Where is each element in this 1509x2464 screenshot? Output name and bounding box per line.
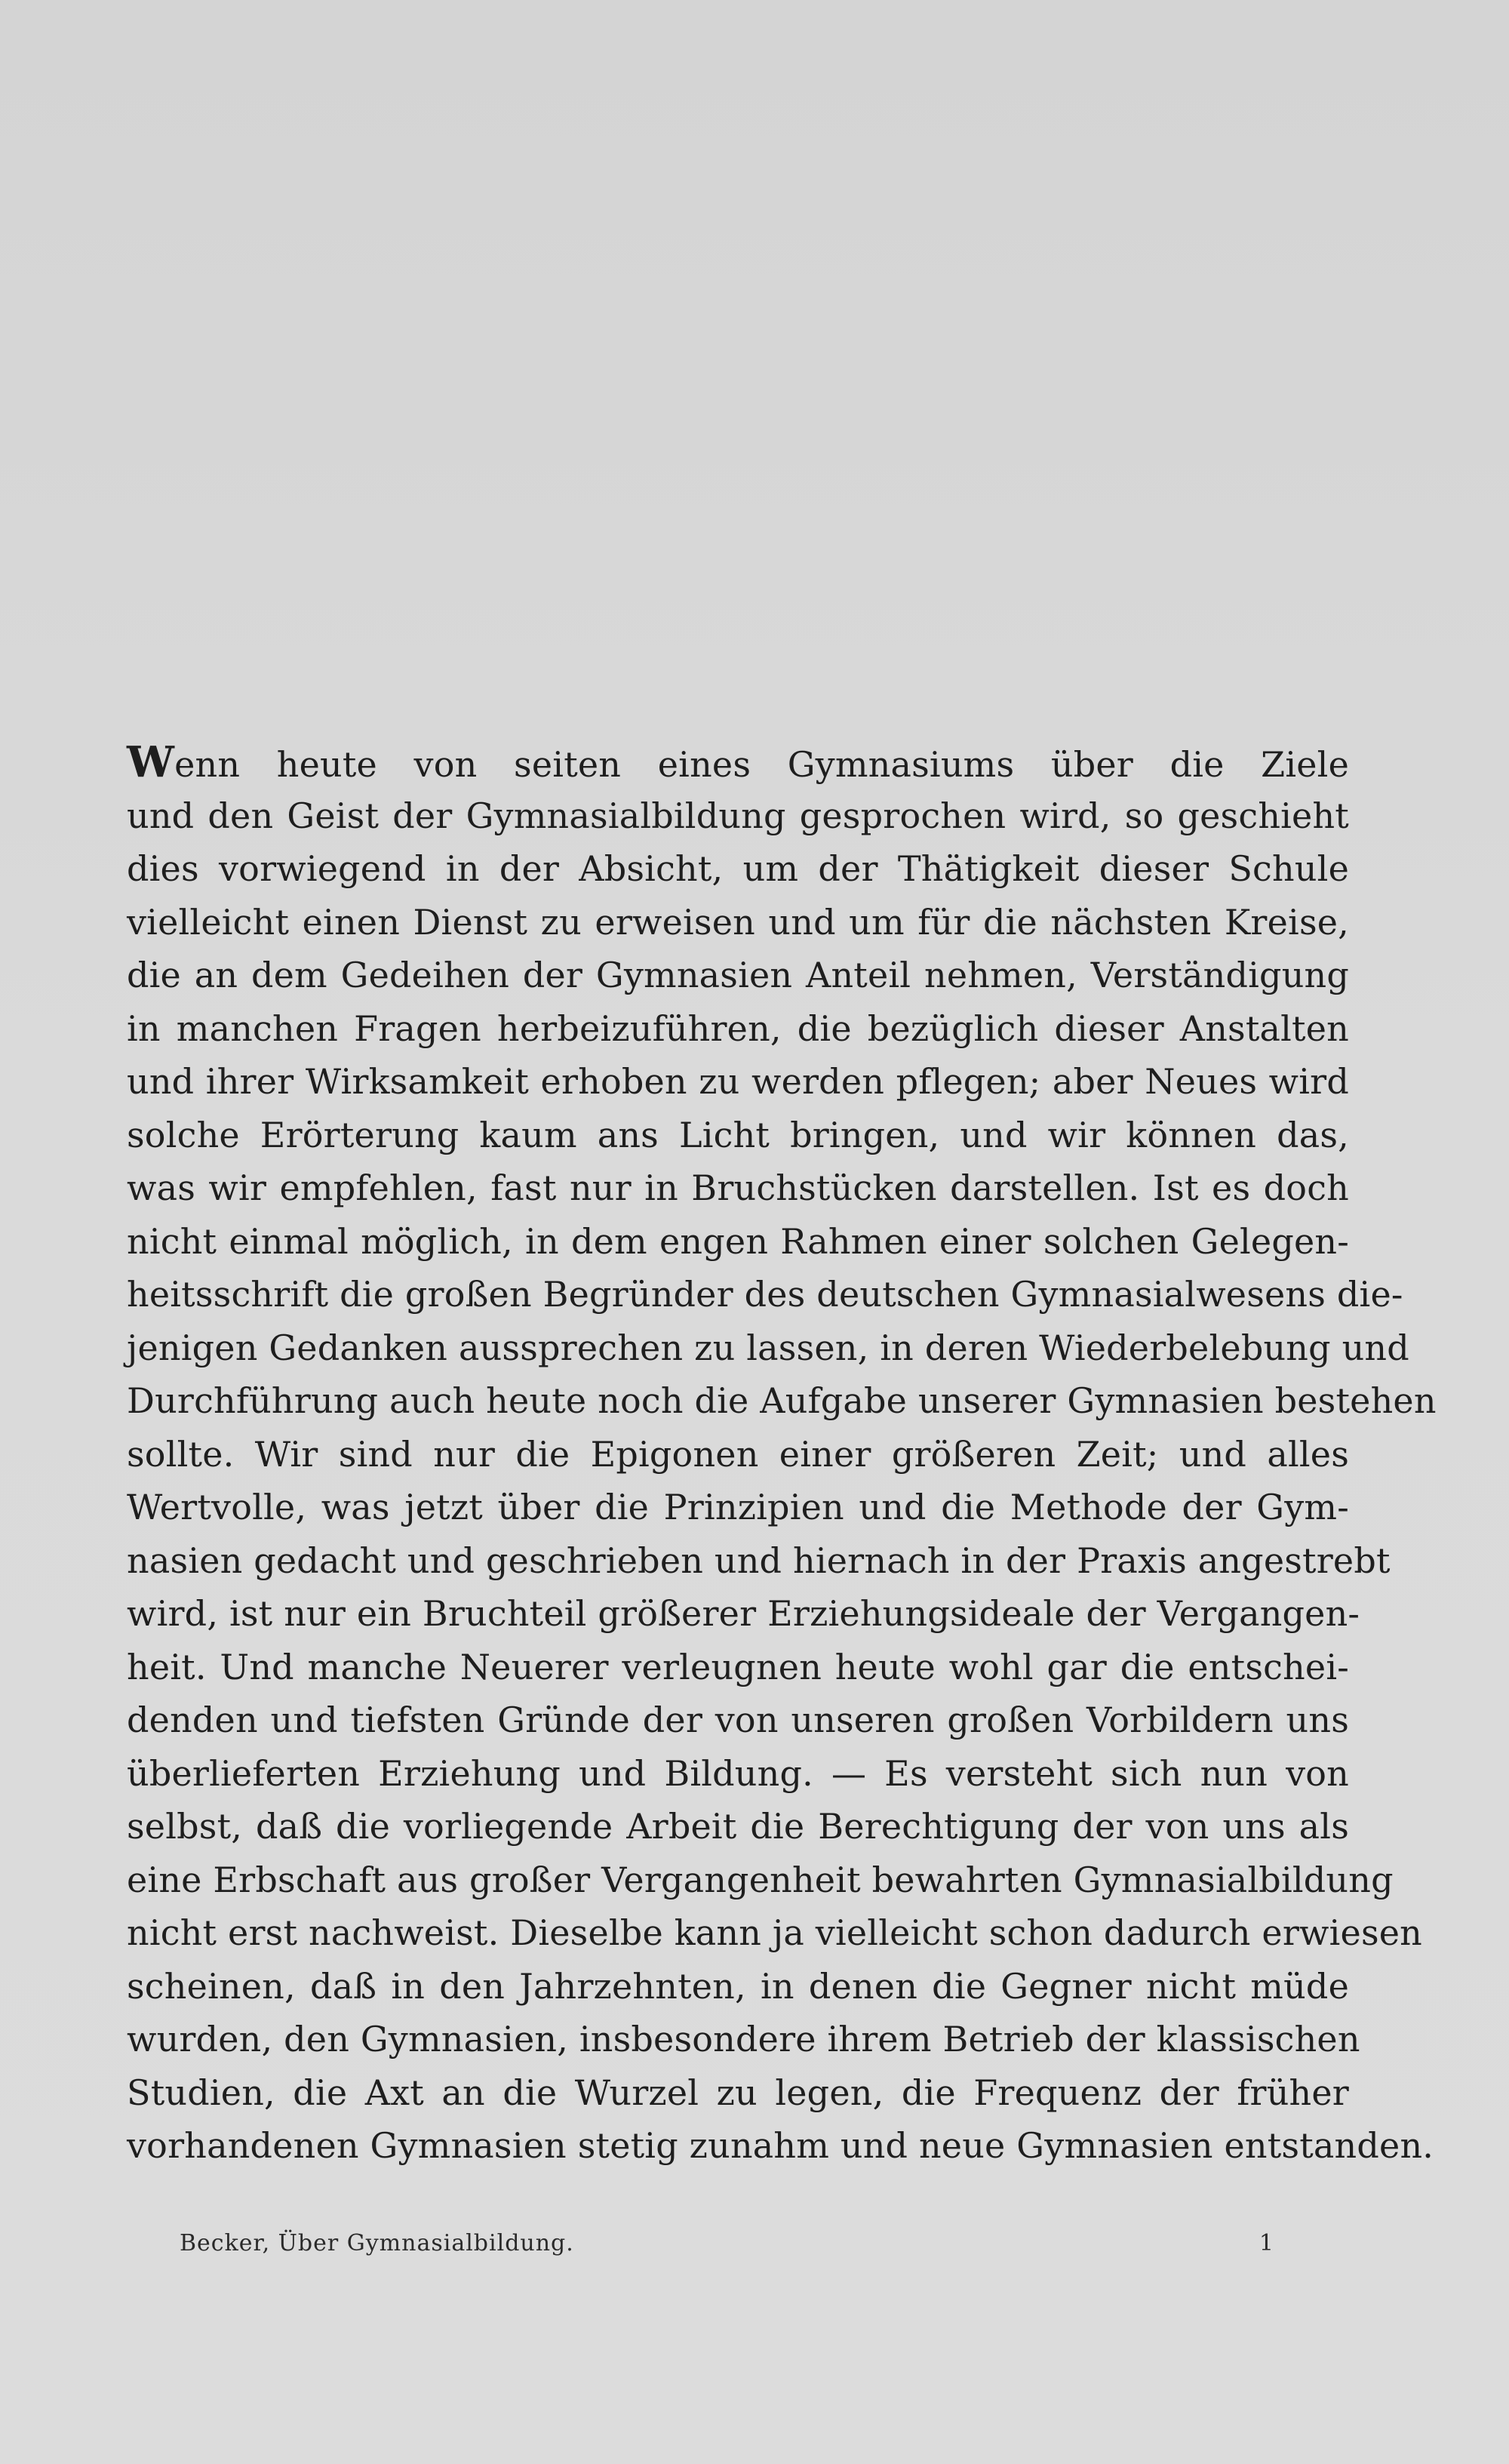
text-line-1 [127, 736, 1349, 789]
text-line-23: nicht erst nachweist. Dieselbe kann ja vielleicht schon dadurch erwiesen [127, 1912, 1423, 1953]
text-line-6: in manchen Fragen herbeizuführen, die bezüglich dieser Anstalten [127, 1007, 1349, 1049]
text-line-22: eine Erbschaft aus großer Vergangenheit bewahrten Gymnasialbildung [127, 1859, 1394, 1900]
text-line-3: dies vorwiegend in der Absicht, um der Thätigkeit dieser Schule [127, 848, 1349, 889]
text-line-16: nasien gedacht und geschrieben und hiernach in der Praxis angestrebt [127, 1540, 1391, 1581]
text-line-21: selbst, daß die vorliegende Arbeit die Berechtigung der von uns als [127, 1806, 1349, 1847]
text-line-20: überlieferten Erziehung und Bildung. — Es versteht sich nun von [127, 1752, 1349, 1794]
body-text [127, 736, 1437, 2173]
text-line-24: scheinen, daß in den Jahrzehnten, in denen die Gegner nicht müde [127, 1965, 1349, 2007]
text-line-4: vielleicht einen Dienst zu erweisen und um für die nächsten Kreise, [127, 901, 1349, 943]
drop-cap: W [127, 737, 175, 787]
text-line-13: Durchführung auch heute noch die Aufgabe unserer Gymnasien bestehen [127, 1380, 1437, 1421]
text-line-17: wird, ist nur ein Bruchteil größerer Erziehungsideale der Vergangen- [127, 1593, 1360, 1634]
text-line-1-rest: enn heute von seiten eines Gymnasiums über die Ziele [174, 744, 1349, 785]
text-line-7: und ihrer Wirksamkeit erhoben zu werden pflegen; aber Neues wird [127, 1061, 1349, 1102]
text-line-9: was wir empfehlen, fast nur in Bruchstücken darstellen. Ist es doch [127, 1167, 1349, 1208]
text-line-12: jenigen Gedanken aussprechen zu lassen, in deren Wiederbelebung und [127, 1327, 1409, 1368]
text-line-25: wurden, den Gymnasien, insbesondere ihrem Betrieb der klassischen [127, 2019, 1360, 2059]
text-line-19: denden und tiefsten Gründe der von unseren großen Vorbildern uns [127, 1700, 1349, 1740]
text-line-10: nicht einmal möglich, in dem engen Rahmen einer solchen Gelegen- [127, 1220, 1349, 1262]
text-line-14: sollte. Wir sind nur die Epigonen einer größeren Zeit; und alles [127, 1433, 1349, 1475]
signature-mark: Becker, Über Gymnasialbildung. [180, 2230, 574, 2256]
text-line-2: und den Geist der Gymnasialbildung gesprochen wird, so geschieht [127, 795, 1349, 836]
page-number: 1 [1259, 2230, 1274, 2256]
text-line-18: heit. Und manche Neuerer verleugnen heute wohl gar die entschei- [127, 1646, 1349, 1687]
text-line-15: Wertvolle, was jetzt über die Prinzipien und die Methode der Gym- [127, 1487, 1349, 1527]
text-line-11: heitsschrift die großen Begründer des deutschen Gymnasialwesens die- [127, 1274, 1403, 1315]
text-line-8: solche Erörterung kaum ans Licht bringen, und wir können das, [127, 1114, 1349, 1155]
text-line-26: Studien, die Axt an die Wurzel zu legen, die Frequenz der früher [127, 2072, 1349, 2113]
text-line-5: die an dem Gedeihen der Gymnasien Anteil nehmen, Verständigung [127, 955, 1349, 995]
text-line-27: vorhandenen Gymnasien stetig zunahm und neue Gymnasien entstanden. [127, 2125, 1434, 2166]
